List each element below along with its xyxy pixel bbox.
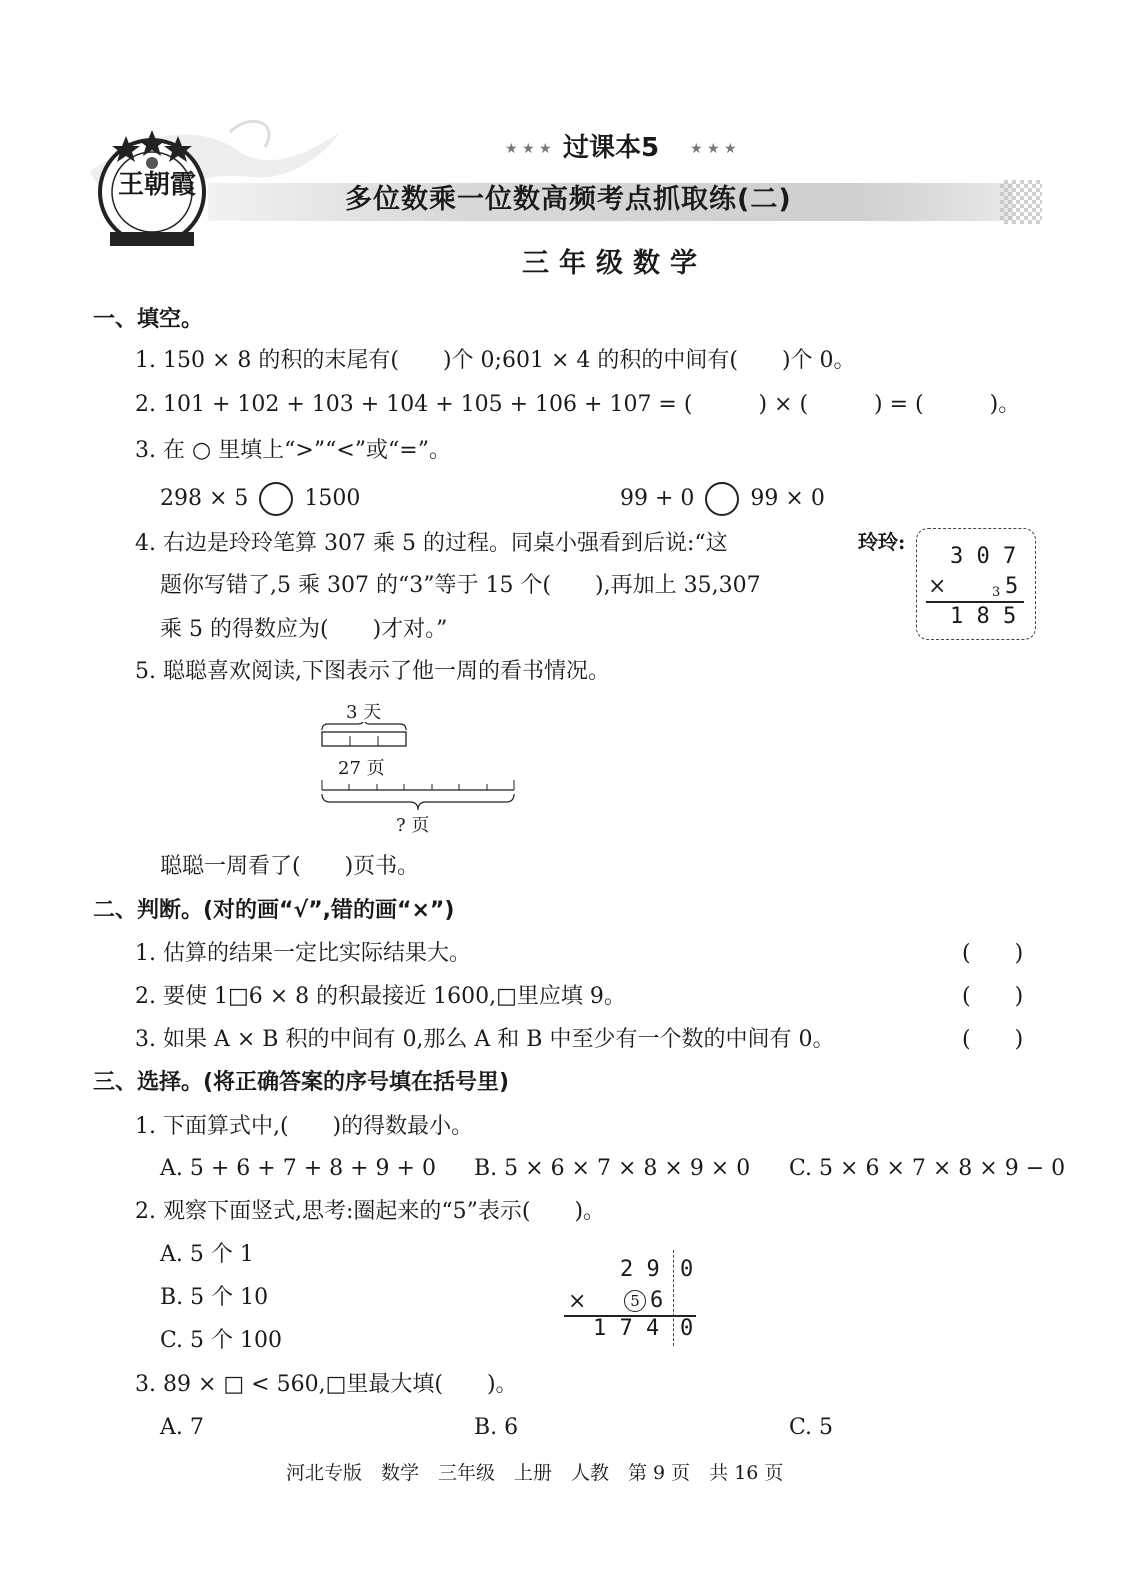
diagram-unknown-label: ? 页 bbox=[396, 815, 430, 836]
compare-a-circle[interactable] bbox=[259, 482, 293, 516]
s3-q1-option-a[interactable]: A. 5 + 6 + 7 + 8 + 9 + 0 bbox=[160, 1156, 436, 1181]
compare-a bbox=[160, 482, 360, 516]
s3-q1-option-b[interactable]: B. 5 × 6 × 7 × 8 × 9 × 0 bbox=[474, 1156, 751, 1181]
page-title: 多位数乘一位数高频考点抓取练(二) bbox=[345, 184, 792, 215]
diagram-days-label: 3 天 bbox=[346, 702, 382, 723]
s1-question-5: 5. 聪聪喜欢阅读,下图表示了他一周的看书情况。 bbox=[135, 659, 610, 684]
subtitle: 过课本5 bbox=[563, 133, 660, 163]
page-footer: 河北专版 数学 三年级 上册 人教 第 9 页 共 16 页 bbox=[286, 1462, 784, 1484]
s3-q2-option-a[interactable]: A. 5 个 1 bbox=[160, 1242, 254, 1267]
s3-question-1: 1. 下面算式中,( )的得数最小。 bbox=[135, 1114, 474, 1139]
circled-five-icon bbox=[624, 1290, 646, 1312]
compare-b-circle[interactable] bbox=[705, 482, 739, 516]
s1-question-4-line3: 乘 5 的得数应为( )才对。” bbox=[160, 617, 448, 642]
section2-heading: 二、判断。(对的画“√”,错的画“×”) bbox=[93, 898, 455, 923]
calc-row1: 3 0 7 bbox=[950, 544, 1017, 569]
s2-item-2-paren[interactable]: ( ) bbox=[962, 984, 1024, 1009]
compare-a-right: 1500 bbox=[304, 486, 361, 511]
s3-q2-option-b[interactable]: B. 5 个 10 bbox=[160, 1285, 269, 1310]
s2-item-3-paren[interactable]: ( ) bbox=[962, 1027, 1024, 1052]
diagram-pages-label: 27 页 bbox=[338, 758, 385, 779]
calc-row3: 1 8 5 bbox=[950, 604, 1017, 629]
compare-b bbox=[620, 482, 825, 516]
s3-question-3: 3. 89 × □ < 560,□里最大填( )。 bbox=[135, 1372, 518, 1397]
vertical-calc bbox=[560, 1250, 710, 1350]
calc-times: × bbox=[928, 574, 947, 599]
s3-q3-option-c[interactable]: C. 5 bbox=[789, 1415, 834, 1440]
s3-q3-option-b[interactable]: B. 6 bbox=[474, 1415, 519, 1440]
s1-question-5-answer: 聪聪一周看了( )页书。 bbox=[160, 854, 420, 879]
logo-text: 王朝霞 bbox=[118, 170, 197, 200]
section3-heading: 三、选择。(将正确答案的序号填在括号里) bbox=[93, 1070, 510, 1095]
calc-carry: 3 bbox=[992, 585, 1001, 600]
s3-q1-option-c[interactable]: C. 5 × 6 × 7 × 8 × 9 − 0 bbox=[789, 1156, 1066, 1181]
s2-item-1-paren[interactable]: ( ) bbox=[962, 941, 1024, 966]
calc2-row3: 1 7 4 bbox=[593, 1316, 660, 1341]
s3-q2-option-c[interactable]: C. 5 个 100 bbox=[160, 1328, 283, 1353]
calc2-row1-zero: 0 bbox=[680, 1257, 694, 1282]
s1-question-4-line2: 题你写错了,5 乘 307 的“3”等于 15 个( ),再加上 35,307 bbox=[160, 573, 761, 598]
section1-heading: 一、填空。 bbox=[93, 307, 204, 332]
s2-item-1: 1. 估算的结果一定比实际结果大。 bbox=[135, 941, 471, 966]
compare-a-left: 298 × 5 bbox=[160, 486, 249, 511]
stars-left-icon: ★ ★ ★ bbox=[505, 141, 552, 157]
s3-q3-option-a[interactable]: A. 7 bbox=[160, 1415, 204, 1440]
s1-question-1: 1. 150 × 8 的积的末尾有( )个 0;601 × 4 的积的中间有( )个 0。 bbox=[135, 348, 856, 373]
calc2-mult: 6 bbox=[650, 1288, 664, 1313]
lingling-label: 玲玲: bbox=[858, 530, 906, 554]
s1-question-3: 3. 在 ○ 里填上“>”“<”或“=”。 bbox=[135, 438, 451, 463]
stars-right-icon: ★ ★ ★ bbox=[690, 141, 737, 157]
s3-question-2: 2. 观察下面竖式,思考:圈起来的“5”表示( )。 bbox=[135, 1199, 606, 1224]
calc2-times: × bbox=[568, 1289, 587, 1314]
s1-question-4-line1: 4. 右边是玲玲笔算 307 乘 5 的过程。同桌小强看到后说:“这 bbox=[135, 531, 728, 556]
s2-item-2: 2. 要使 1□6 × 8 的积最接近 1600,□里应填 9。 bbox=[135, 984, 626, 1009]
compare-b-right: 99 × 0 bbox=[750, 486, 825, 511]
compare-b-left: 99 + 0 bbox=[620, 486, 695, 511]
calc2-row1: 2 9 bbox=[620, 1257, 660, 1282]
calc-dashed-divider bbox=[673, 1250, 674, 1346]
calc-line bbox=[926, 601, 1024, 603]
s1-question-2: 2. 101 + 102 + 103 + 104 + 105 + 106 + 107 = ( ) × ( ) = ( )。 bbox=[135, 392, 1021, 417]
calc2-row3-zero: 0 bbox=[680, 1316, 694, 1341]
checker-pattern bbox=[1000, 180, 1042, 224]
grade-subject: 三年级数学 bbox=[522, 248, 707, 279]
s2-item-3: 3. 如果 A × B 积的中间有 0,那么 A 和 B 中至少有一个数的中间有 0。 bbox=[135, 1027, 835, 1052]
circled-five-label: 5 bbox=[630, 1292, 640, 1310]
calc-row2: 5 bbox=[1005, 574, 1019, 599]
